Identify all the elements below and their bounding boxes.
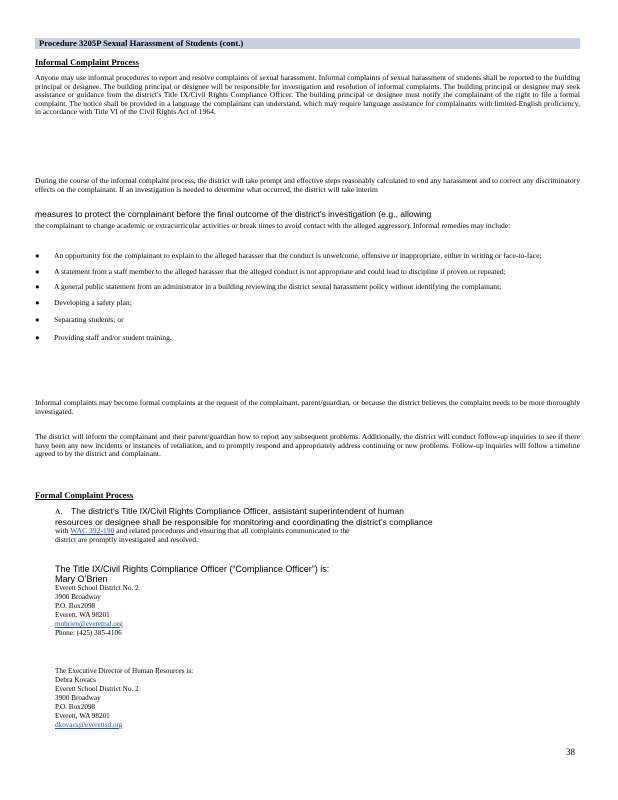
list-item: ● Providing staff and/or student training.	[35, 332, 172, 342]
section-a-line-4: district are promptly investigated and resolved.	[55, 534, 198, 544]
wac-link[interactable]: WAC 392-190	[70, 526, 115, 535]
section-a-with: with	[55, 526, 69, 535]
director-po-box: P.O. Box2098	[55, 703, 96, 711]
compliance-officer-title: The Title IX/Civil Rights Compliance Officer (“Compliance Officer”) is:	[55, 564, 330, 574]
bullet-icon: ●	[35, 332, 40, 342]
informal-paragraph-4: The district will inform the complainant and their parent/guardian how to report any subsequent problems. Additionally, the district will conduct follow-up inquiries to see if there have been any new incidents or instances of retaliation, and to promptly respond and appropriately address continuing or new problems. Follow-up inquiries will follow a timeline agreed to by the district and complainant.	[35, 432, 580, 459]
director-city: Everett, WA 98201	[55, 712, 110, 720]
informal-paragraph-3: Informal complaints may become formal complaints at the request of the complainant, parent/guardian, or because the district believes the complaint needs to be more thoroughly investigated.	[35, 398, 580, 416]
informal-heading: Informal Complaint Process	[35, 57, 139, 67]
list-item: ● Developing a safety plan;	[35, 297, 132, 307]
director-email-link[interactable]: dkovacs@everettsd.org	[55, 721, 123, 729]
bullet-icon: ●	[35, 297, 40, 307]
informal-paragraph-2b: measures to protect the complainant before the final outcome of the district’s investigation (e.g., allowing	[35, 209, 432, 219]
section-a-marker: A.	[55, 507, 63, 516]
formal-section-a	[55, 506, 575, 544]
officer-phone: Phone: (425) 385-4106	[55, 629, 122, 637]
compliance-officer-contact	[55, 564, 455, 638]
bullet-icon: ●	[35, 282, 40, 292]
informal-paragraph-1: Anyone may use informal procedures to report and resolve complaints of sexual harassment. Informal complaints of sexual harassment of students shall be reported to the building principal or designee. The building principal or designee will be responsible for investigation and resolution of informal complaints. The building principal or designee may seek assistance or guidance from the district's Title IX/Civil Rights Compliance Officer. The building principal or designee must notify the complainant of the right to file a formal complaint. The notice shall be provided in a language the complainant can understand, which may require language assistance for complainants with limited-English proficiency, in accordance with Title VI of the Civil Rights Act of 1964.	[35, 73, 580, 117]
officer-city: Everett, WA 98201	[55, 611, 110, 619]
hr-director-name: Debra Kovacs	[55, 676, 96, 684]
page-number: 38	[566, 747, 575, 757]
director-street: 3900 Broadway	[55, 694, 101, 702]
hr-director-contact	[55, 667, 455, 730]
bullet-icon: ●	[35, 251, 40, 260]
officer-street: 3900 Broadway	[55, 593, 101, 601]
compliance-officer-name: Mary O’Brien	[55, 574, 108, 584]
list-item: ● Separating students; or	[35, 315, 124, 325]
informal-remedies-list	[35, 252, 580, 350]
section-a-line-3: and related procedures and ensuring that all complaints communicated to the	[116, 526, 350, 535]
officer-org: Everett School District No. 2	[55, 584, 139, 592]
section-a-line-1: The district’s Title IX/Civil Rights Compliance Officer, assistant superintendent of human	[71, 506, 405, 516]
procedure-header: Procedure 3205P Sexual Harassment of Students (cont.)	[35, 38, 580, 49]
section-a-line-2: resources or designee shall be responsible for monitoring and coordinating the district’s compliance	[55, 517, 433, 527]
bullet-icon: ●	[35, 315, 40, 325]
officer-email-link[interactable]: mobrien@everettsd.org	[55, 620, 123, 628]
hr-director-title: The Executive Director of Human Resources is:	[55, 667, 194, 675]
list-item: ● An opportunity for the complainant to explain to the alleged harasser that the conduct is unwelcome, offensive or inappropriate, either in writing or face-to-face;	[35, 251, 542, 260]
bullet-icon: ●	[35, 266, 40, 276]
informal-paragraph-2c: the complainant to change academic or extracurricular activities or break times to avoid contact with the alleged aggressor). Informal remedies may include:	[35, 221, 511, 230]
director-org: Everett School District No. 2	[55, 685, 139, 693]
list-item: ● A general public statement from an administrator in a building reviewing the district sexual harassment policy without identifying the complainant;	[35, 282, 502, 292]
officer-po-box: P.O. Box2098	[55, 602, 96, 610]
formal-heading: Formal Complaint Process	[35, 490, 134, 500]
list-item: ● A statement from a staff member to the alleged harasser that the alleged conduct is not appropriate and could lead to discipline if proven or repeated;	[35, 266, 506, 276]
informal-paragraph-2a: During the course of the informal complaint process, the district will take prompt and effective steps reasonably calculated to end any harassment and to correct any discriminatory effects on the complainant. If an investigation is needed to determine what occurred, the district will take interim	[35, 176, 580, 194]
